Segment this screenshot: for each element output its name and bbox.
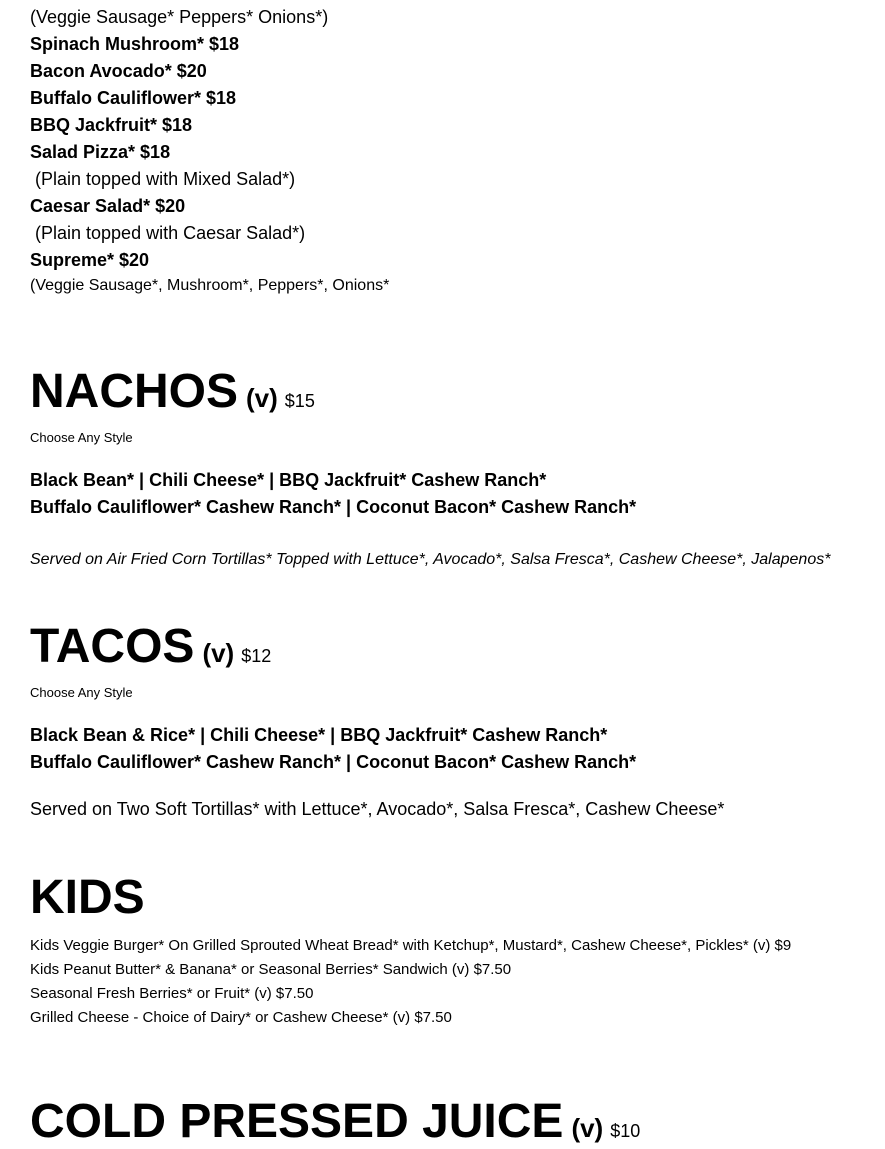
juice-title: COLD PRESSED JUICE: [30, 1095, 564, 1148]
pizza-item-description: (Veggie Sausage* Peppers* Onions*): [30, 7, 329, 27]
pizza-item: Bacon Avocado* $20: [30, 61, 207, 81]
nachos-title: NACHOS: [30, 365, 239, 418]
pizza-item-description: (Veggie Sausage*, Mushroom*, Peppers*, Onions*: [30, 277, 390, 294]
pizza-item: Spinach Mushroom* $18: [30, 34, 240, 54]
vegan-tag: (v): [246, 383, 278, 413]
tacos-heading: [30, 619, 271, 674]
nachos-option: Buffalo Cauliflower* Cashew Ranch* | Coconut Bacon* Cashew Ranch*: [30, 497, 637, 517]
kids-item: Grilled Cheese - Choice of Dairy* or Cashew Cheese* (v) $7.50: [30, 1009, 452, 1026]
kids-title: KIDS: [30, 871, 145, 924]
kids-item: Kids Veggie Burger* On Grilled Sprouted Wheat Bread* with Ketchup*, Mustard*, Cashew Cheese*, Pickles* (v) $9: [30, 937, 792, 954]
nachos-subtitle: Choose Any Style: [30, 430, 133, 445]
vegan-tag: (v): [571, 1113, 604, 1143]
kids-item: Seasonal Fresh Berries* or Fruit* (v) $7.50: [30, 985, 314, 1002]
pizza-item-description: (Plain topped with Caesar Salad*): [30, 223, 306, 243]
pizza-item: Caesar Salad* $20: [30, 196, 186, 216]
juice-price: $10: [610, 1121, 641, 1141]
pizza-item: BBQ Jackfruit* $18: [30, 115, 193, 135]
kids-item: Kids Peanut Butter* & Banana* or Seasonal Berries* Sandwich (v) $7.50: [30, 961, 512, 978]
vegan-tag: (v): [202, 638, 235, 668]
nachos-heading: [30, 364, 315, 419]
tacos-option: Buffalo Cauliflower* Cashew Ranch* | Coconut Bacon* Cashew Ranch*: [30, 752, 637, 772]
nachos-note: Served on Air Fried Corn Tortillas* Topped with Lettuce*, Avocado*, Salsa Fresca*, Cashew Cheese*, Jalapenos*: [30, 551, 831, 568]
nachos-option: Black Bean* | Chili Cheese* | BBQ Jackfruit* Cashew Ranch*: [30, 470, 547, 490]
pizza-item: Salad Pizza* $18: [30, 142, 171, 162]
tacos-price: $12: [241, 646, 272, 666]
tacos-note: Served on Two Soft Tortillas* with Lettuce*, Avocado*, Salsa Fresca*, Cashew Cheese*: [30, 799, 725, 819]
tacos-title: TACOS: [30, 620, 195, 673]
pizza-item: Buffalo Cauliflower* $18: [30, 88, 237, 108]
kids-heading: [30, 870, 145, 925]
tacos-option: Black Bean & Rice* | Chili Cheese* | BBQ Jackfruit* Cashew Ranch*: [30, 725, 608, 745]
pizza-item-description: (Plain topped with Mixed Salad*): [30, 169, 296, 189]
tacos-subtitle: Choose Any Style: [30, 685, 133, 700]
pizza-item: Supreme* $20: [30, 250, 150, 270]
juice-heading: [30, 1094, 640, 1149]
nachos-price: $15: [284, 391, 315, 411]
